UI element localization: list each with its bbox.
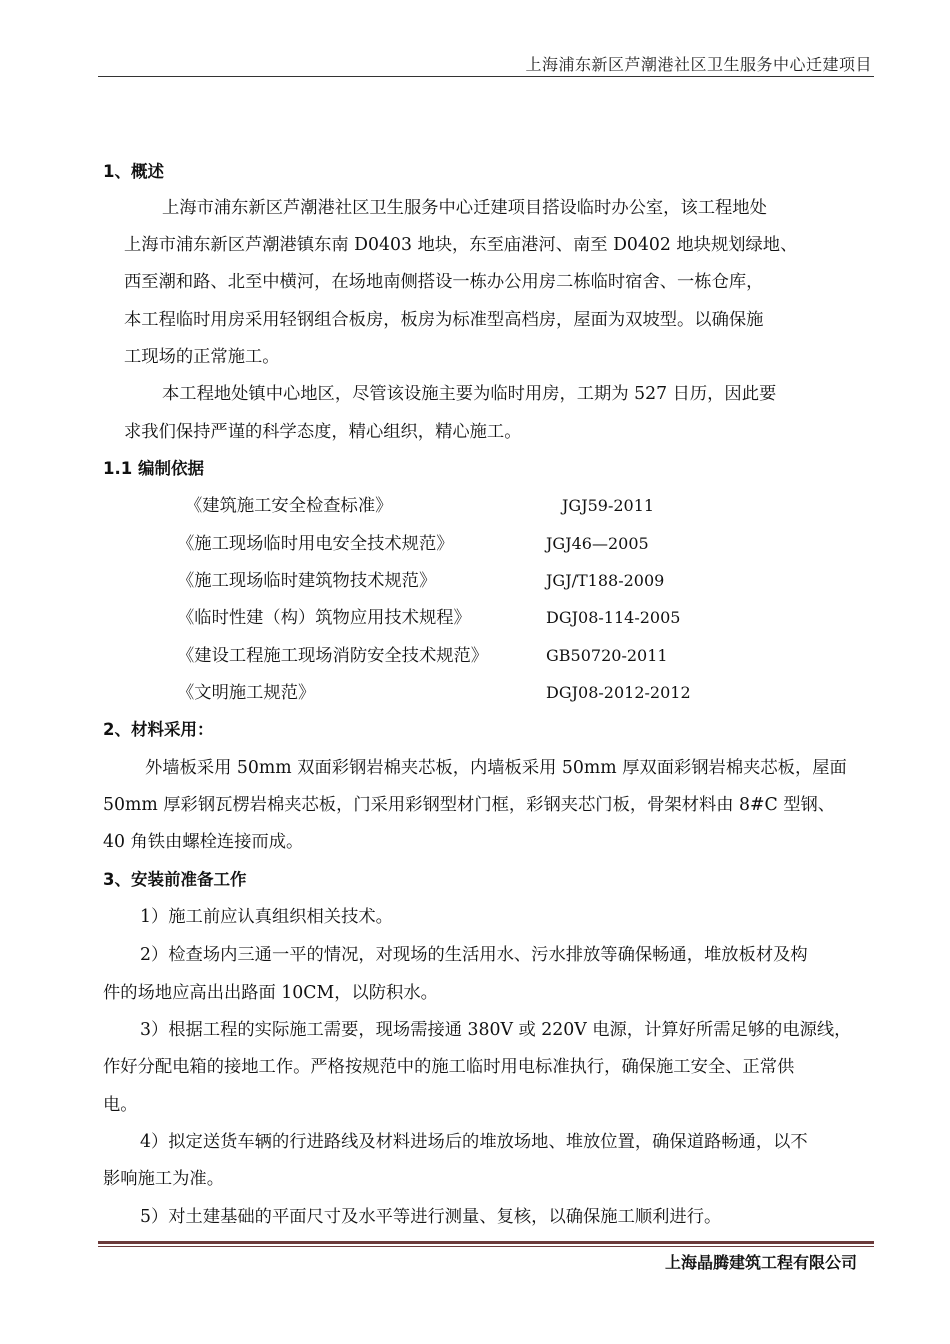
paragraph-line: 西至潮和路、北至中横河，在场地南侧搭设一栋办公用房二栋临时宿舍、一栋仓库， bbox=[124, 272, 764, 292]
paragraph-line: 本工程地处镇中心地区，尽管该设施主要为临时用房，工期为 527 日历，因此要 bbox=[162, 384, 777, 404]
reference-title: 《建筑施工安全检查标准》 bbox=[185, 496, 393, 516]
reference-code: DGJ08-2012-2012 bbox=[546, 683, 691, 702]
list-item-continuation: 电。 bbox=[103, 1095, 138, 1115]
reference-title: 《临时性建（构）筑物应用技术规程》 bbox=[177, 608, 471, 628]
reference-title: 《施工现场临时用电安全技术规范》 bbox=[177, 534, 454, 554]
list-item-continuation: 作好分配电箱的接地工作。严格按规范中的施工临时用电标准执行，确保施工安全、正常供 bbox=[103, 1057, 795, 1077]
list-item: 2）检查场内三通一平的情况，对现场的生活用水、污水排放等确保畅通，堆放板材及构 bbox=[140, 945, 808, 965]
footer-divider-thin bbox=[98, 1246, 874, 1247]
header-project-title: 上海浦东新区芦潮港社区卫生服务中心迁建项目 bbox=[525, 55, 872, 74]
list-item: 5）对土建基础的平面尺寸及水平等进行测量、复核，以确保施工顺利进行。 bbox=[140, 1207, 722, 1227]
paragraph-line: 求我们保持严谨的科学态度，精心组织，精心施工。 bbox=[124, 422, 522, 442]
section-heading-materials: 2、材料采用： bbox=[103, 720, 214, 739]
reference-code: JGJ/T188-2009 bbox=[546, 571, 665, 590]
list-item: 3）根据工程的实际施工需要，现场需接通 380V 或 220V 电源，计算好所需足够的电源线， bbox=[140, 1020, 852, 1040]
list-item: 4）拟定送货车辆的行进路线及材料进场后的堆放场地、堆放位置，确保道路畅通，以不 bbox=[140, 1132, 808, 1152]
reference-code: DGJ08-114-2005 bbox=[546, 608, 681, 627]
list-item-continuation: 影响施工为准。 bbox=[103, 1169, 224, 1189]
list-item: 1）施工前应认真组织相关技术。 bbox=[140, 907, 393, 927]
reference-title: 《建设工程施工现场消防安全技术规范》 bbox=[177, 646, 489, 666]
paragraph-line: 50mm 厚彩钢瓦楞岩棉夹芯板，门采用彩钢型材门框，彩钢夹芯门板，骨架材料由 8#C 型钢、 bbox=[103, 795, 836, 815]
section-heading-preparation: 3、安装前准备工作 bbox=[103, 870, 247, 889]
footer-divider-thick bbox=[98, 1241, 874, 1244]
paragraph-line: 40 角铁由螺栓连接而成。 bbox=[103, 832, 304, 852]
paragraph-line: 上海市浦东新区芦潮港社区卫生服务中心迁建项目搭设临时办公室，该工程地处 bbox=[162, 198, 767, 218]
paragraph-line: 上海市浦东新区芦潮港镇东南 D0403 地块，东至庙港河、南至 D0402 地块规划绿地、 bbox=[124, 235, 798, 255]
section-heading-overview: 1、概述 bbox=[103, 162, 164, 181]
header-divider bbox=[98, 76, 874, 77]
section-heading-basis: 1.1 编制依据 bbox=[103, 459, 204, 478]
paragraph-line: 外墙板采用 50mm 双面彩钢岩棉夹芯板，内墙板采用 50mm 厚双面彩钢岩棉夹芯板，屋面 bbox=[145, 758, 847, 778]
reference-title: 《文明施工规范》 bbox=[177, 683, 316, 703]
reference-title: 《施工现场临时建筑物技术规范》 bbox=[177, 571, 437, 591]
paragraph-line: 本工程临时用房采用轻钢组合板房，板房为标准型高档房，屋面为双坡型。以确保施 bbox=[124, 310, 764, 330]
reference-code: JGJ59-2011 bbox=[562, 496, 655, 515]
footer-company-name: 上海晶腾建筑工程有限公司 bbox=[664, 1253, 857, 1272]
reference-code: JGJ46—2005 bbox=[546, 534, 649, 553]
paragraph-line: 工现场的正常施工。 bbox=[124, 347, 280, 367]
reference-code: GB50720-2011 bbox=[546, 646, 668, 665]
list-item-continuation: 件的场地应高出出路面 10CM，以防积水。 bbox=[103, 983, 438, 1003]
